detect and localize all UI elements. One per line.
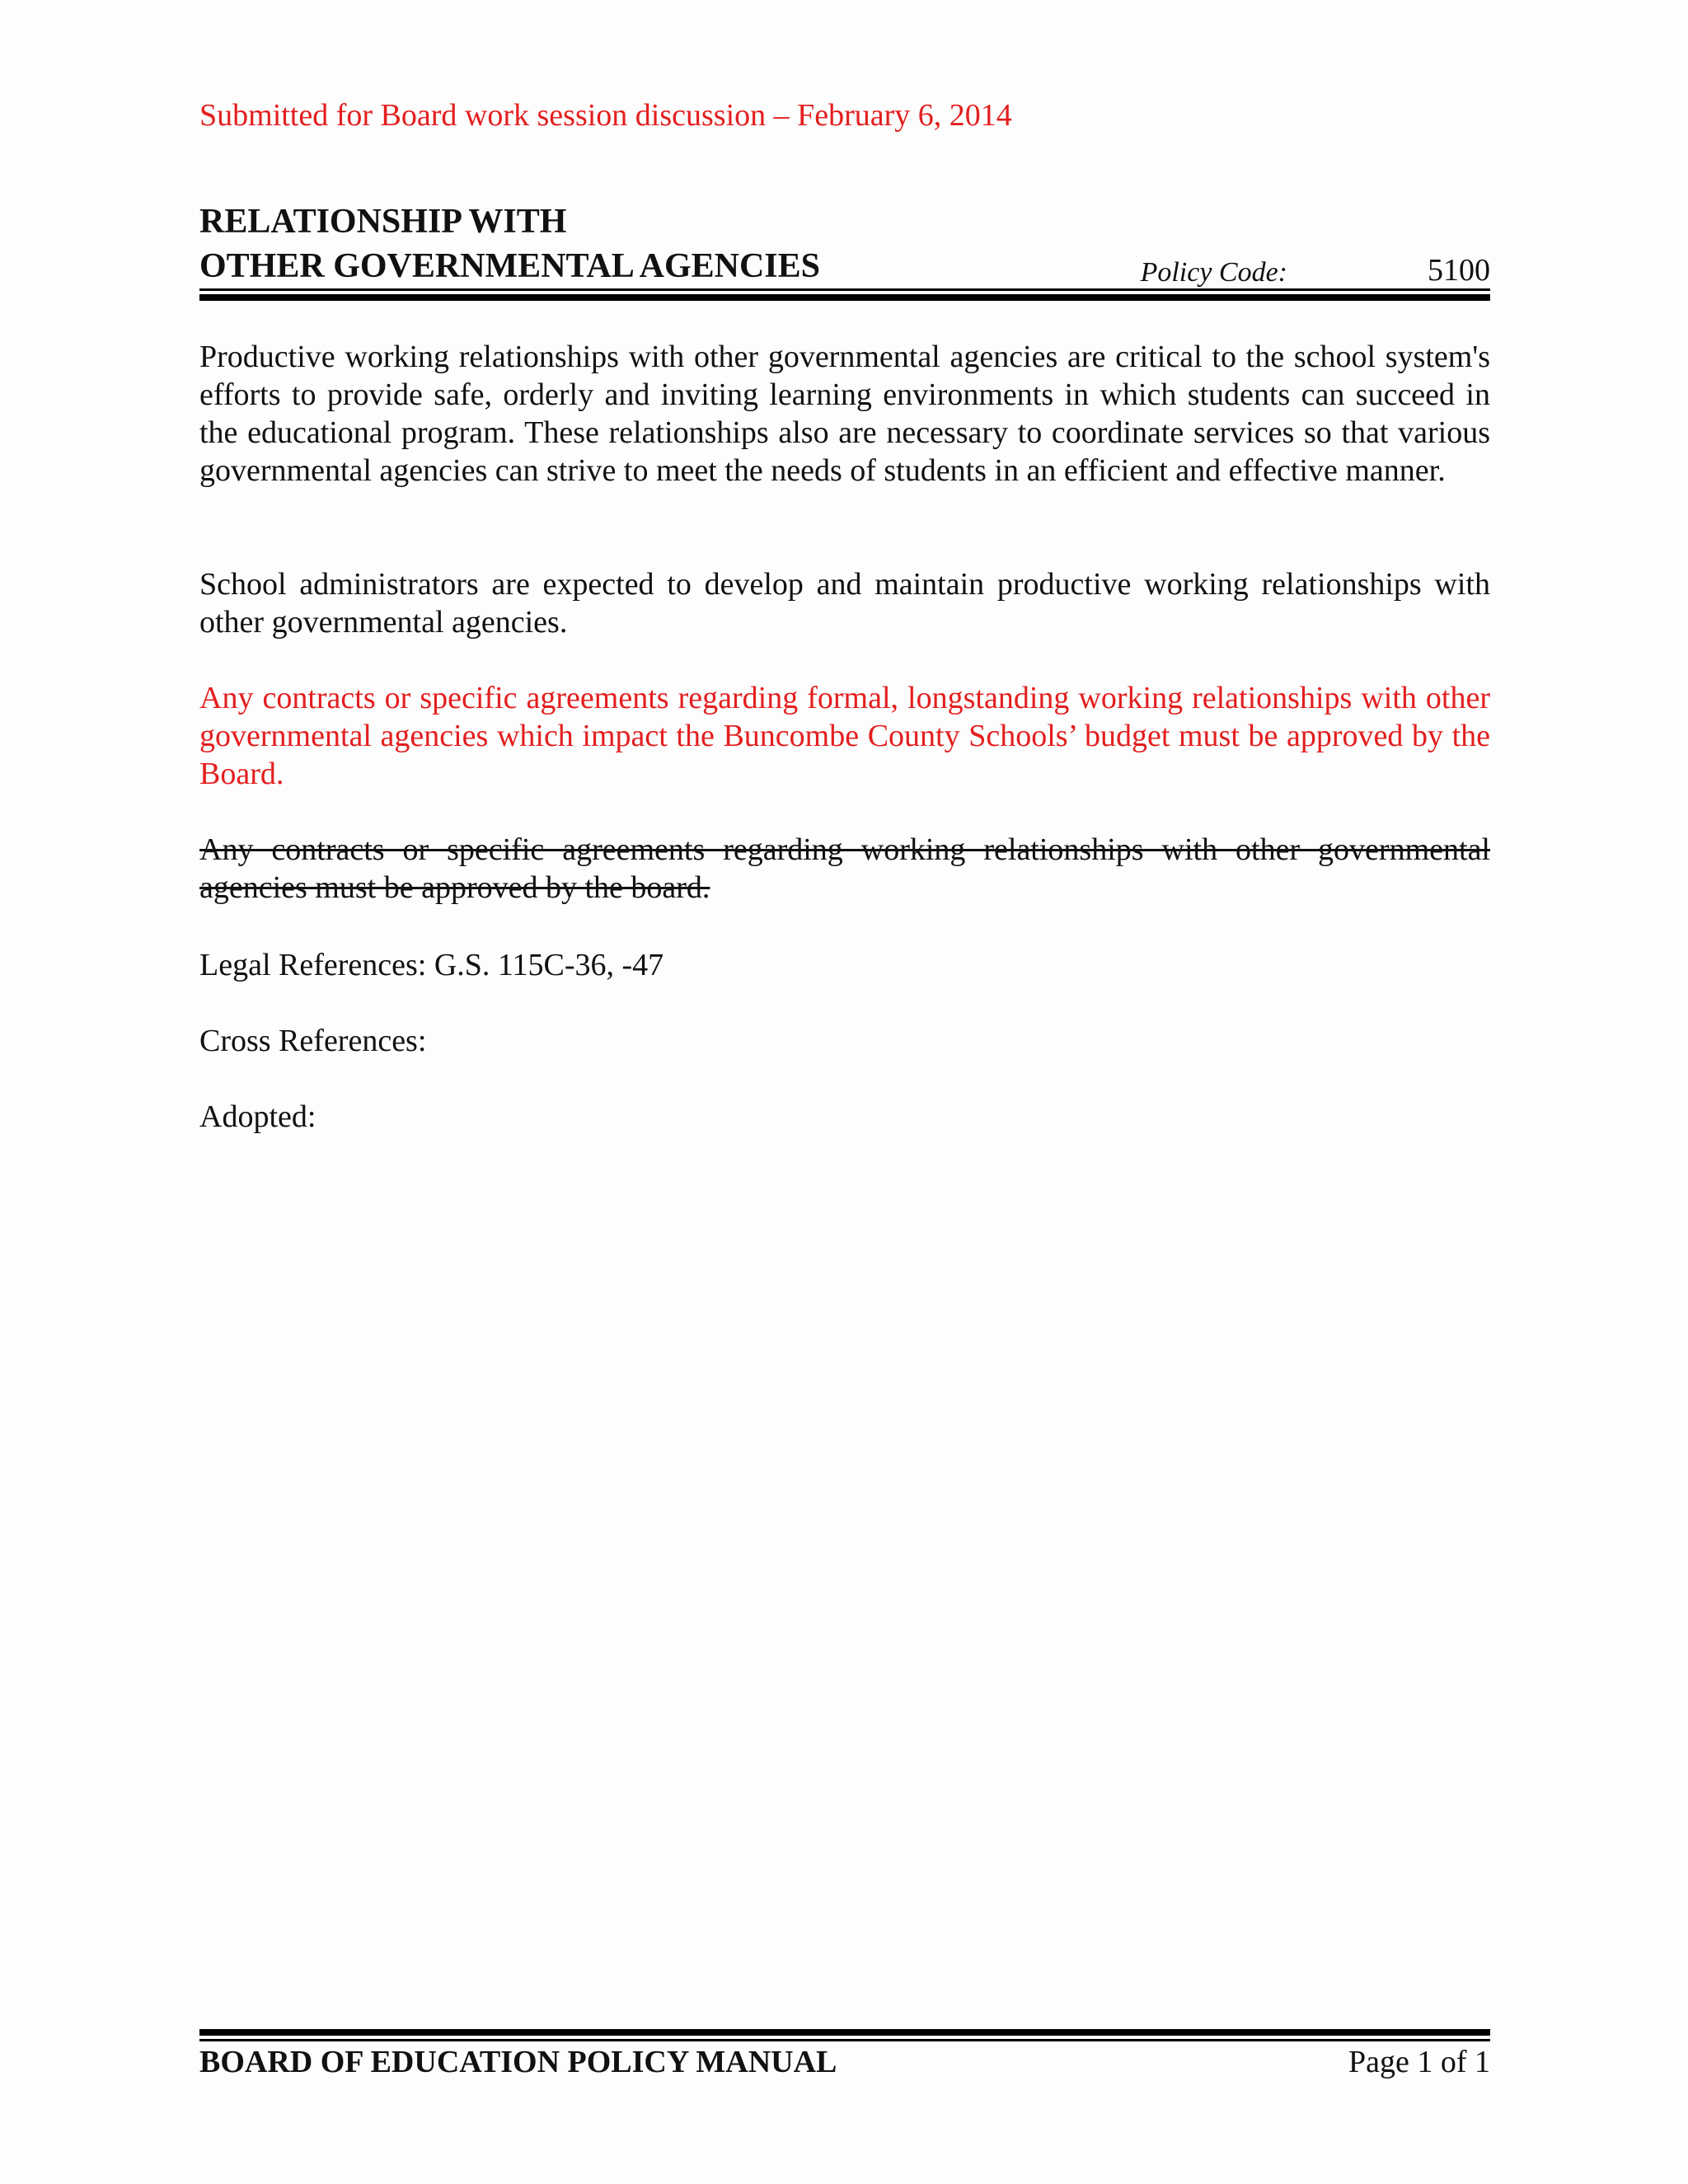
legal-references: Legal References: G.S. 115C-36, -47: [199, 948, 664, 982]
paragraph-added-contracts: Any contracts or specific agreements regarding formal, longstanding working relationships with other governmental agencies which impact the Buncombe County Schools’ budget must be approved by the Board.: [199, 681, 1490, 791]
policy-page: [199, 0, 1490, 2184]
policy-code-value: 5100: [1428, 253, 1490, 288]
policy-title-block: [199, 199, 1490, 288]
header-rule: [199, 288, 1490, 301]
submission-note: Submitted for Board work session discussion – February 6, 2014: [199, 98, 1012, 133]
cross-references: Cross References:: [199, 1024, 427, 1058]
footer-page-number: Page 1 of 1: [1348, 2045, 1490, 2079]
footer-rule: [199, 2029, 1490, 2041]
adopted-date: Adopted:: [199, 1099, 316, 1134]
policy-title-line-2: OTHER GOVERNMENTAL AGENCIES: [199, 247, 821, 285]
footer-manual-title: BOARD OF EDUCATION POLICY MANUAL: [199, 2045, 837, 2079]
policy-code-label: Policy Code:: [1140, 257, 1287, 288]
paragraph-deleted-contracts: Any contracts or specific agreements regarding working relationships with other governmental agencies must be approved by the board.: [199, 832, 1490, 905]
paragraph-purpose: Productive working relationships with other governmental agencies are critical to the school system's efforts to provide safe, orderly and inviting learning environments in which students can succeed in the educational program. These relationships also are necessary to coordinate services so that various governmental agencies can strive to meet the needs of students in an efficient and effective manner.: [199, 340, 1490, 488]
paragraph-administrators: School administrators are expected to develop and maintain productive working relationships with other governmental agencies.: [199, 567, 1490, 640]
policy-title-line-1: RELATIONSHIP WITH: [199, 203, 567, 241]
